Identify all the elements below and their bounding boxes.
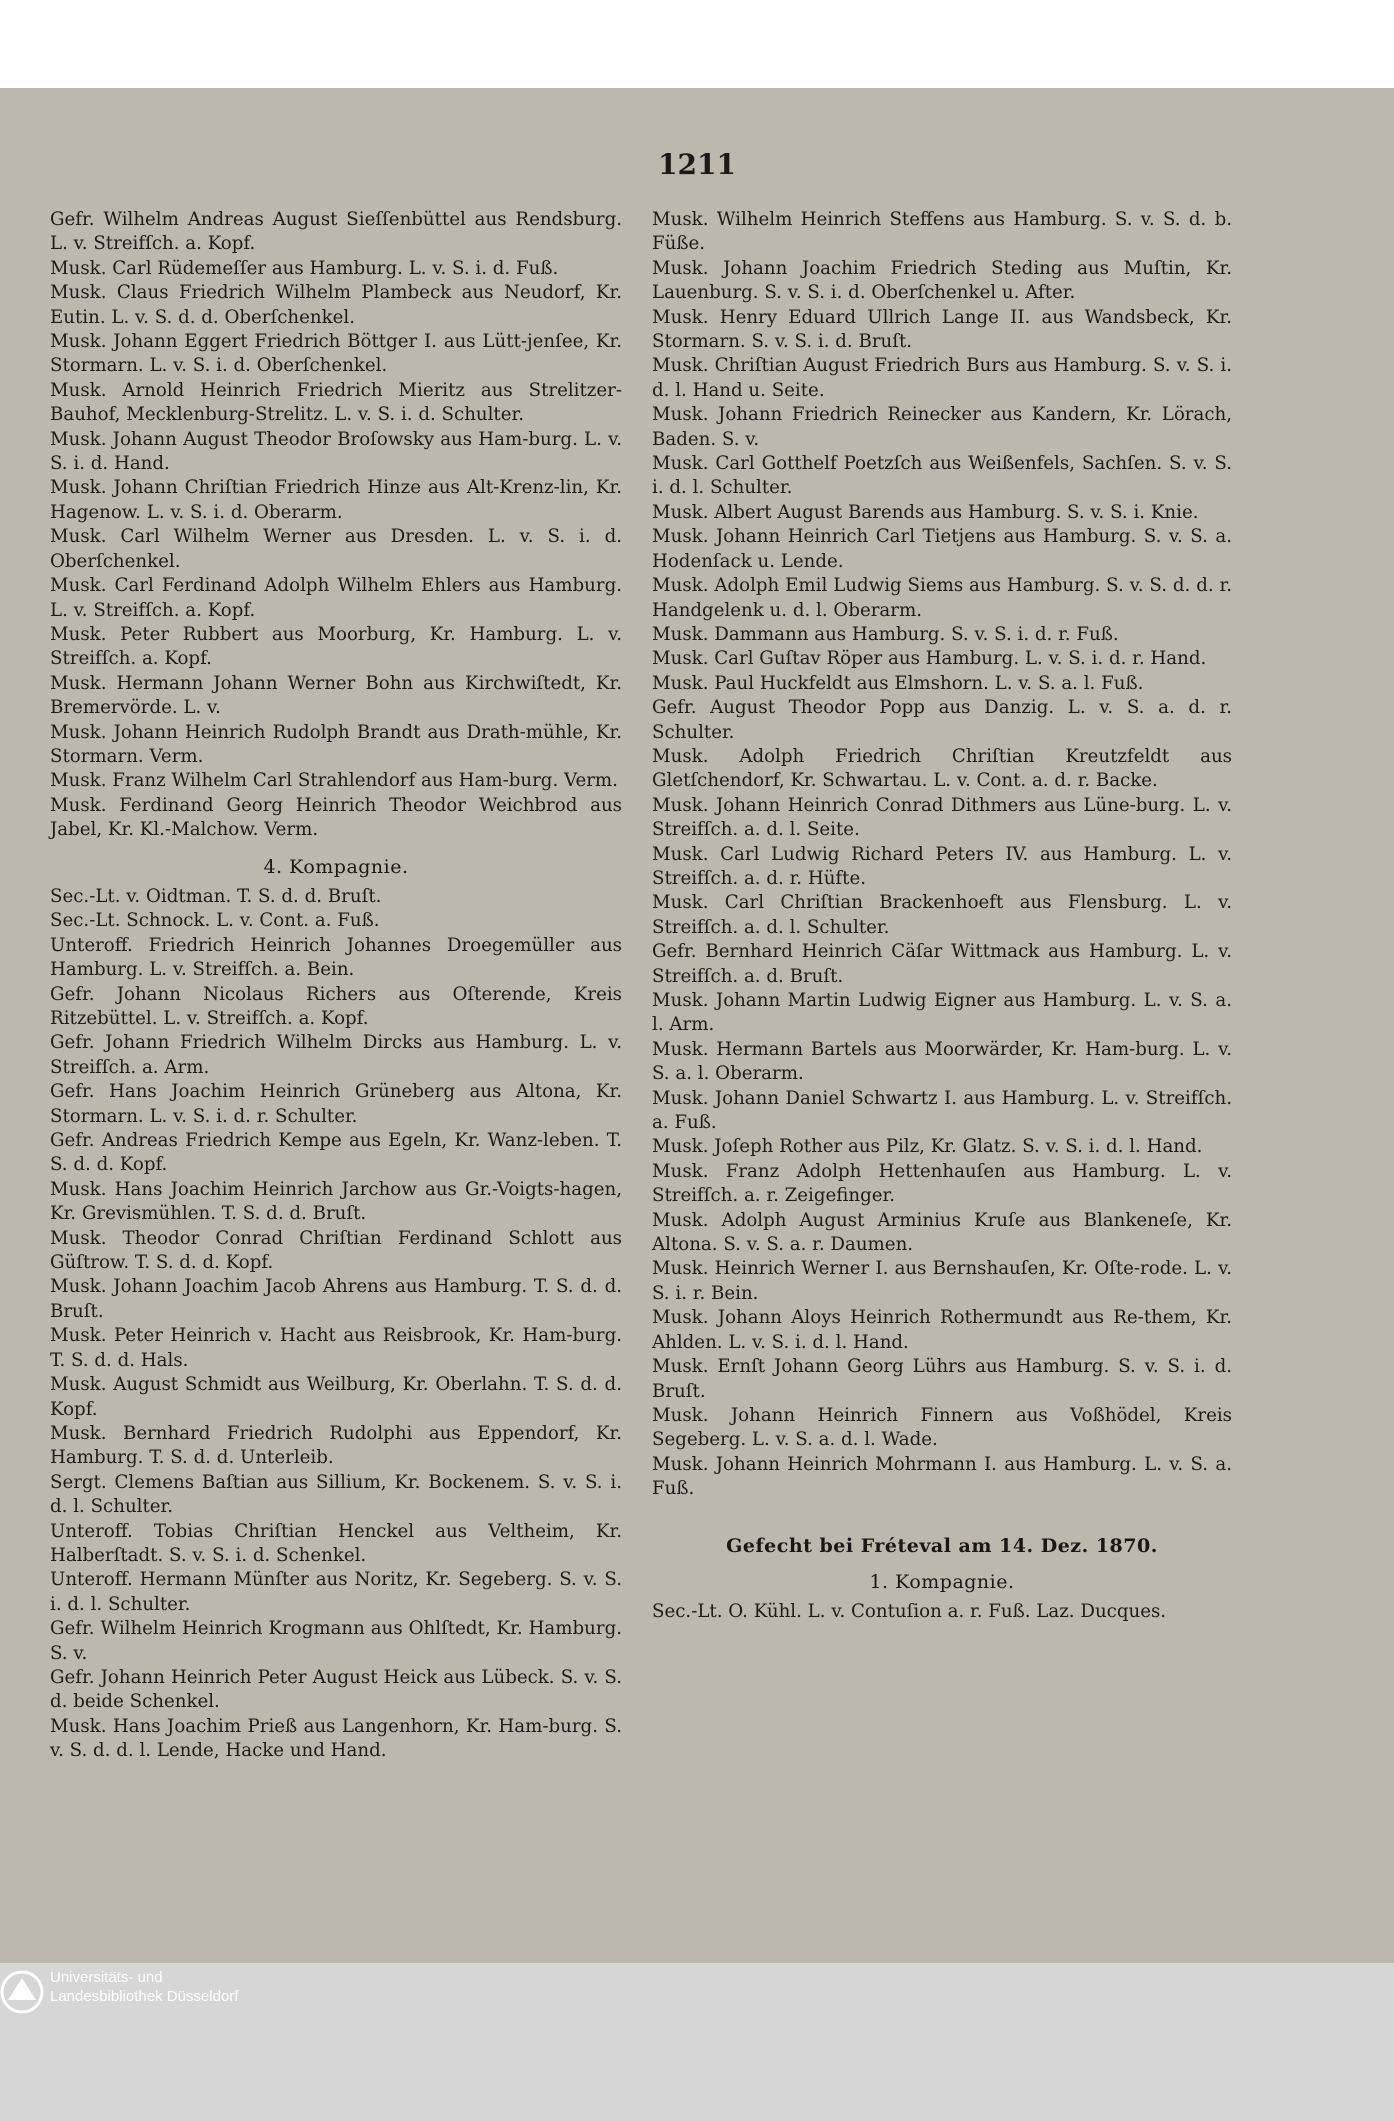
entry: Musk. Johann August Theodor Broſowsky aus Ham-burg. L. v. S. i. d. Hand.	[50, 428, 622, 475]
entry: Musk. Johann Friedrich Reinecker aus Kandern, Kr. Lörach, Baden. S. v.	[652, 404, 1232, 450]
entry: Musk. Carl Chriſtian Brackenhoeft aus Flensburg. L. v. Streifſch. a. d. l. Schulter.	[652, 892, 1232, 938]
entry: Musk. Ernſt Johann Georg Lührs aus Hamburg. S. v. S. i. d. Bruſt.	[652, 1356, 1232, 1402]
library-logo-icon	[0, 1970, 44, 2014]
right-column	[652, 208, 1232, 1625]
entry: Musk. Arnold Heinrich Friedrich Mieritz aus Strelitzer-Bauhof, Mecklenburg-Strelitz. L. v. S. i. d. Schulter.	[50, 379, 622, 426]
entry: Musk. Franz Adolph Hettenhauſen aus Hamburg. L. v. Streifſch. a. r. Zeigefinger.	[652, 1160, 1232, 1207]
entry: Musk. Hans Joachim Heinrich Jarchow aus Gr.-Voigts-hagen, Kr. Grevismühlen. T. S. d. d. Bruſt.	[50, 1178, 622, 1225]
entry: Musk. Johann Joachim Jacob Ahrens aus Hamburg. T. S. d. d. Bruſt.	[50, 1276, 622, 1322]
entry: Musk. Theodor Conrad Chriſtian Ferdinand Schlott aus Güſtrow. T. S. d. d. Kopf.	[50, 1227, 622, 1274]
entry: Sec.-Lt. v. Oidtman. T. S. d. d. Bruſt.	[50, 885, 382, 907]
entry: Musk. Carl Ferdinand Adolph Wilhelm Ehlers aus Hamburg. L. v. Streifſch. a. Kopf.	[50, 575, 622, 621]
entry: Musk. Claus Friedrich Wilhelm Plambeck aus Neudorf, Kr. Eutin. L. v. S. d. d. Oberſchenkel.	[50, 282, 622, 328]
top-margin	[0, 0, 1394, 88]
entry: Sec.-Lt. O. Kühl. L. v. Contuſion a. r. Fuß. Laz. Ducques.	[652, 1601, 1167, 1623]
entry: Gefr. Johann Friedrich Wilhelm Dircks aus Hamburg. L. v. Streifſch. a. Arm.	[50, 1032, 622, 1078]
library-name-line2: Landesbibliothek Düsseldorf	[50, 1988, 239, 2005]
entry: Musk. Johann Heinrich Finnern aus Voßhödel, Kreis Segeberg. L. v. S. a. d. l. Wade.	[652, 1404, 1232, 1451]
entry: Musk. Henry Eduard Ullrich Lange II. aus Wandsbeck, Kr. Stormarn. S. v. S. i. d. Bruſt.	[652, 306, 1232, 353]
entry: Musk. Johann Joachim Friedrich Steding aus Muſtin, Kr. Lauenburg. S. v. S. i. d. Oberſchenkel u. After.	[652, 257, 1232, 304]
entry: Unteroff. Friedrich Heinrich Johannes Droegemüller aus Hamburg. L. v. Streifſch. a. Bein.	[50, 934, 622, 981]
entry: Sergt. Clemens Baſtian aus Sillium, Kr. Bockenem. S. v. S. i. d. l. Schulter.	[50, 1471, 622, 1518]
library-name	[50, 1968, 238, 2006]
entry: Musk. Paul Huckfeldt aus Elmshorn. L. v. S. a. l. Fuß.	[652, 672, 1144, 694]
entry: Musk. Hans Joachim Prieß aus Langenhorn, Kr. Ham-burg. S. v. S. d. d. l. Lende, Hacke und Hand.	[50, 1715, 622, 1762]
entry: Musk. Adolph Friedrich Chriſtian Kreutzfeldt aus Gletſchendorf, Kr. Schwartau. L. v. Cont. a. d. r. Backe.	[652, 745, 1232, 792]
entry: Unteroff. Tobias Chriſtian Henckel aus Veltheim, Kr. Halberſtadt. S. v. S. i. d. Schenkel.	[50, 1520, 622, 1566]
entry: Musk. Johann Heinrich Carl Tietjens aus Hamburg. S. v. S. a. Hodenſack u. Lende.	[652, 526, 1232, 572]
entry: Musk. August Schmidt aus Weilburg, Kr. Oberlahn. T. S. d. d. Kopf.	[50, 1374, 622, 1420]
library-watermark	[0, 1966, 260, 2016]
entry: Musk. Johann Daniel Schwartz I. aus Hamburg. L. v. Streifſch. a. Fuß.	[652, 1087, 1232, 1134]
entry: Musk. Johann Chriſtian Friedrich Hinze aus Alt-Krenz-lin, Kr. Hagenow. L. v. S. i. d. Oberarm.	[50, 477, 622, 523]
entry: Gefr. Andreas Friedrich Kempe aus Egeln, Kr. Wanz-leben. T. S. d. d. Kopf.	[50, 1130, 622, 1176]
entry: Musk. Adolph Emil Ludwig Siems aus Hamburg. S. v. S. d. d. r. Handgelenk u. d. l. Oberarm.	[652, 575, 1232, 621]
company-heading: 1. Kompagnie.	[869, 1570, 1015, 1593]
entry: Musk. Dammann aus Hamburg. S. v. S. i. d. r. Fuß.	[652, 623, 1119, 645]
entry: Musk. Wilhelm Heinrich Steffens aus Hamburg. S. v. S. d. b. Füße.	[652, 209, 1232, 255]
entry: Musk. Carl Gotthelf Poetzſch aus Weißenfels, Sachſen. S. v. S. i. d. l. Schulter.	[652, 453, 1232, 499]
entry: Musk. Ferdinand Georg Heinrich Theodor Weichbrod aus Jabel, Kr. Kl.-Malchow. Verm.	[50, 794, 622, 841]
entry: Musk. Carl Ludwig Richard Peters IV. aus Hamburg. L. v. Streifſch. a. d. r. Hüfte.	[652, 843, 1232, 889]
entry: Musk. Hermann Bartels aus Moorwärder, Kr. Ham-burg. L. v. S. a. l. Oberarm.	[652, 1038, 1232, 1085]
entry: Musk. Johann Eggert Friedrich Böttger I. aus Lütt-jenſee, Kr. Stormarn. L. v. S. i. d. Oberſchenkel.	[50, 331, 622, 377]
entry: Musk. Chriſtian August Friedrich Burs aus Hamburg. S. v. S. i. d. l. Hand u. Seite.	[652, 355, 1232, 401]
left-column	[50, 208, 622, 1764]
entry: Musk. Peter Heinrich v. Hacht aus Reisbrook, Kr. Ham-burg. T. S. d. d. Hals.	[50, 1325, 622, 1371]
entry: Musk. Carl Rüdemeſſer aus Hamburg. L. v. S. i. d. Fuß.	[50, 257, 559, 279]
entry: Sec.-Lt. Schnock. L. v. Cont. a. Fuß.	[50, 910, 380, 932]
library-name-line1: Universitäts- und	[50, 1969, 163, 1986]
entry: Gefr. Johann Nicolaus Richers aus Oſterende, Kreis Ritzebüttel. L. v. Streifſch. a. Kopf.	[50, 983, 622, 1029]
entry: Gefr. Johann Heinrich Peter August Heick aus Lübeck. S. v. S. d. beide Schenkel.	[50, 1666, 622, 1713]
entry: Gefr. Hans Joachim Heinrich Grüneberg aus Altona, Kr. Stormarn. L. v. S. i. d. r. Schulter.	[50, 1081, 622, 1127]
scanned-page	[0, 88, 1394, 1963]
entry: Musk. Johann Aloys Heinrich Rothermundt aus Re-them, Kr. Ahlden. L. v. S. i. d. l. Hand.	[652, 1307, 1232, 1353]
entry: Musk. Johann Heinrich Conrad Dithmers aus Lüne-burg. L. v. Streifſch. a. d. l. Seite.	[652, 794, 1232, 841]
entry: Gefr. Wilhelm Andreas August Sieſſenbüttel aus Rendsburg. L. v. Streifſch. a. Kopf.	[50, 209, 622, 255]
entry: Musk. Peter Rubbert aus Moorburg, Kr. Hamburg. L. v. Streifſch. a. Kopf.	[50, 623, 622, 670]
entry: Musk. Adolph August Arminius Kruſe aus Blankeneſe, Kr. Altona. S. v. S. a. r. Daumen.	[652, 1209, 1232, 1256]
entry: Musk. Carl Wilhelm Werner aus Dresden. L. v. S. i. d. Oberſchenkel.	[50, 526, 622, 572]
entry: Musk. Johann Heinrich Mohrmann I. aus Hamburg. L. v. S. a. Fuß.	[652, 1453, 1232, 1500]
entry: Musk. Johann Martin Ludwig Eigner aus Hamburg. L. v. S. a. l. Arm.	[652, 990, 1232, 1036]
entry: Musk. Franz Wilhelm Carl Strahlendorf aus Ham-burg. Verm.	[50, 770, 618, 792]
battle-heading: Gefecht bei Fréteval am 14. Dez. 1870.	[726, 1534, 1158, 1557]
company-heading: 4. Kompagnie.	[263, 855, 409, 878]
entry: Gefr. Wilhelm Heinrich Krogmann aus Ohlſtedt, Kr. Hamburg. S. v.	[50, 1618, 622, 1664]
entry: Musk. Heinrich Werner I. aus Bernshauſen, Kr. Oſte-rode. L. v. S. i. r. Bein.	[652, 1258, 1232, 1304]
entry: Unteroff. Hermann Münſter aus Noritz, Kr. Segeberg. S. v. S. i. d. l. Schulter.	[50, 1569, 622, 1615]
entry: Gefr. August Theodor Popp aus Danzig. L. v. S. a. d. r. Schulter.	[652, 697, 1232, 743]
entry: Musk. Bernhard Friedrich Rudolphi aus Eppendorf, Kr. Hamburg. T. S. d. d. Unterleib.	[50, 1422, 622, 1469]
page-number: 1211	[658, 148, 736, 181]
entry: Musk. Carl Guſtav Röper aus Hamburg. L. v. S. i. d. r. Hand.	[652, 648, 1207, 670]
entry: Musk. Johann Heinrich Rudolph Brandt aus Drath-mühle, Kr. Stormarn. Verm.	[50, 721, 622, 767]
entry: Musk. Albert August Barends aus Hamburg. S. v. S. i. Knie.	[652, 501, 1199, 523]
entry: Musk. Joſeph Rother aus Pilz, Kr. Glatz. S. v. S. i. d. l. Hand.	[652, 1136, 1203, 1158]
entry: Musk. Hermann Johann Werner Bohn aus Kirchwiſtedt, Kr. Bremervörde. L. v.	[50, 672, 622, 719]
entry: Gefr. Bernhard Heinrich Cäſar Wittmack aus Hamburg. L. v. Streifſch. a. d. Bruſt.	[652, 941, 1232, 987]
